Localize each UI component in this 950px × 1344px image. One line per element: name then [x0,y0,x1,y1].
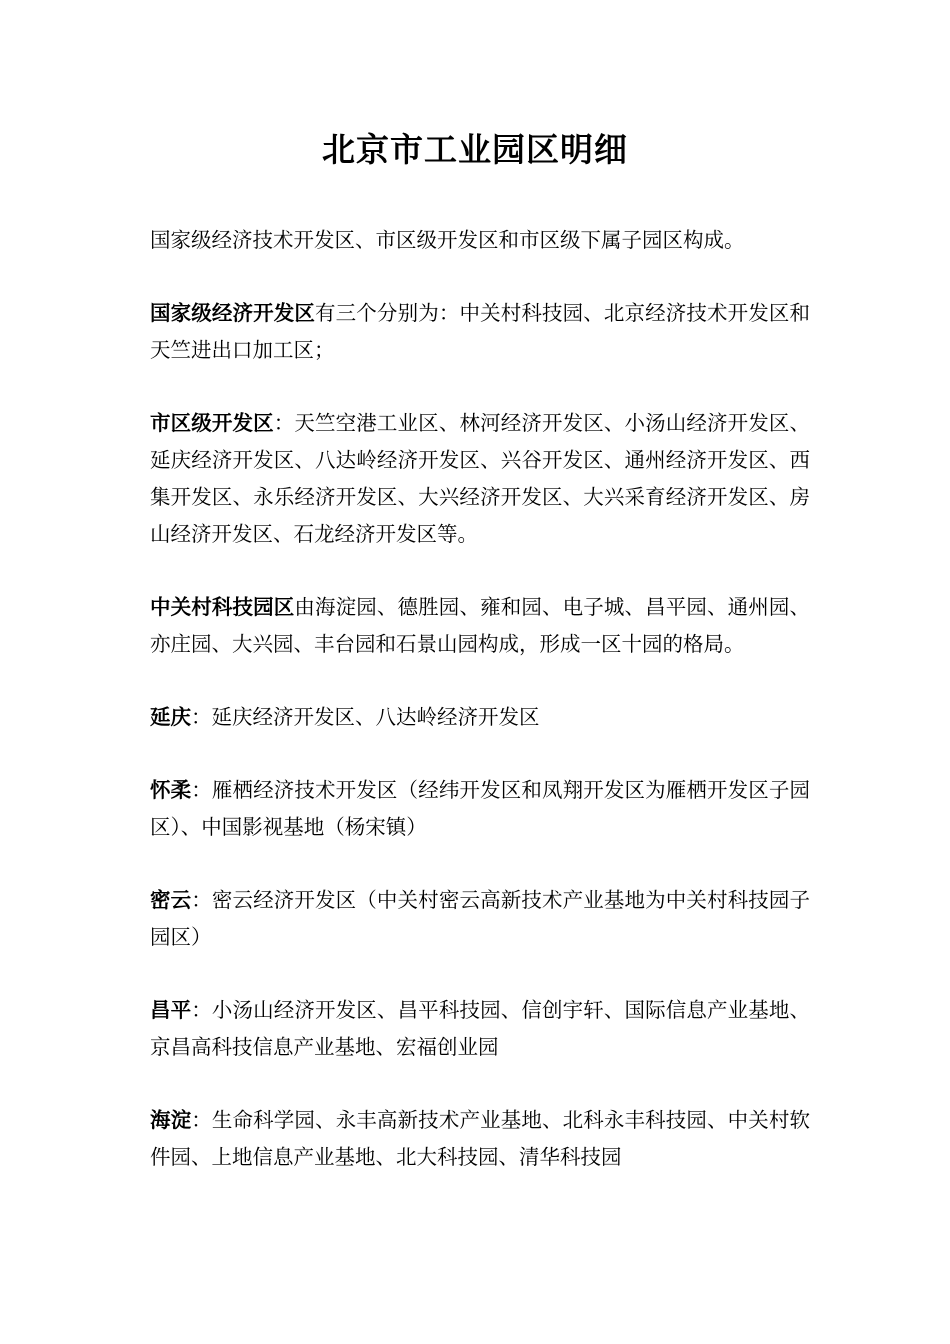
paragraph-text: ：小汤山经济开发区、昌平科技园、信创宇轩、国际信息产业基地、京昌高科技信息产业基地、宏福创业园 [150,998,811,1059]
paragraph-text: ：延庆经济开发区、八达岭经济开发区 [191,705,540,729]
paragraph-haidian [150,1102,810,1176]
paragraph-lead: 怀柔 [150,778,192,802]
document-body [150,222,810,1176]
paragraph-text: 国家级经济技术开发区、市区级开发区和市区级下属子园区构成。 [150,228,745,252]
paragraph-text: ：密云经济开发区（中关村密云高新技术产业基地为中关村科技园子园区） [150,888,811,949]
paragraph-huairou [150,772,810,846]
paragraph-text: ：天竺空港工业区、林河经济开发区、小汤山经济开发区、延庆经济开发区、八达岭经济开发区、兴谷开发区、通州经济开发区、西集开发区、永乐经济开发区、大兴经济开发区、大兴采育经济开发区、房山经济开发区、石龙经济开发区等。 [150,411,811,546]
page-title: 北京市工业园区明细 [322,130,628,169]
paragraph-lead: 市区级开发区 [150,411,274,435]
paragraph-text: ：雁栖经济技术开发区（经纬开发区和凤翔开发区为雁栖开发区子园区）、中国影视基地（杨宋镇） [150,778,811,839]
paragraph-lead: 昌平 [150,998,192,1022]
paragraph-municipal-zones [150,405,810,553]
paragraph-yanqing [150,699,810,736]
paragraph-lead: 海淀 [150,1108,192,1132]
paragraph-intro [150,222,810,259]
paragraph-zhongguancun [150,589,810,663]
paragraph-national-zones [150,295,810,369]
paragraph-text: 有三个分别为：中关村科技园、北京经济技术开发区和天竺进出口加工区； [150,301,811,362]
paragraph-miyun [150,882,810,956]
paragraph-lead: 密云 [150,888,192,912]
paragraph-lead: 延庆 [150,705,191,729]
paragraph-text: ：生命科学园、永丰高新技术产业基地、北科永丰科技园、中关村软件园、上地信息产业基地、北大科技园、清华科技园 [150,1108,811,1169]
paragraph-lead: 中关村科技园区 [150,595,295,619]
paragraph-changping [150,992,810,1066]
paragraph-lead: 国家级经济开发区 [150,301,316,325]
paragraph-text: 由海淀园、德胜园、雍和园、电子城、昌平园、通州园、亦庄园、大兴园、丰台园和石景山园构成，形成一区十园的格局。 [150,595,811,656]
